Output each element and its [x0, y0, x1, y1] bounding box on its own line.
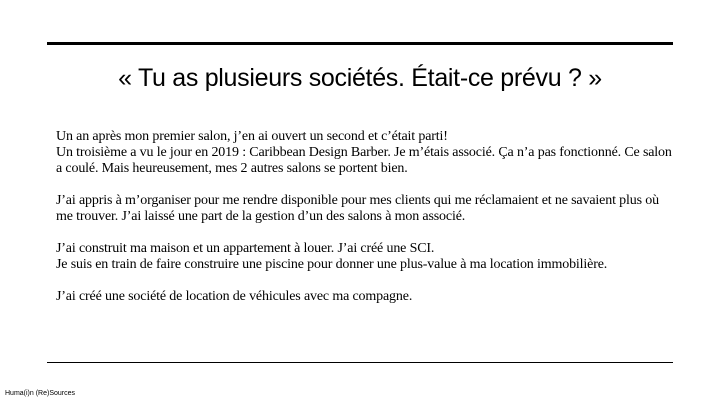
- bottom-divider: [47, 362, 673, 363]
- paragraph-line: J’ai appris à m’organiser pour me rendre disponible pour mes clients qui me réclamaient et ne savaient plus où me trouver. J’ai laissé une part de la gestion d’un des salons à mon associé.: [56, 193, 659, 224]
- paragraph-line: J’ai créé une société de location de véhicules avec ma compagne.: [56, 289, 413, 304]
- paragraph-2: [56, 193, 676, 225]
- slide-title: « Tu as plusieurs sociétés. Était-ce prévu ? »: [118, 64, 602, 92]
- paragraph-line: Un troisième a vu le jour en 2019 : Caribbean Design Barber. Je m’étais associé. Ça n’a pas fonctionné. Ce salon a coulé. Mais heureusement, mes 2 autres salons se portent bien.: [56, 145, 672, 176]
- paragraph-3: [56, 241, 676, 273]
- paragraph-line: J’ai construit ma maison et un appartement à louer. J’ai créé une SCI.: [56, 241, 435, 256]
- top-divider: [47, 42, 673, 45]
- footer-brand: Huma(i)n (Re)Sources: [5, 390, 76, 397]
- paragraph-4: [56, 289, 676, 305]
- slide-body: [56, 129, 676, 321]
- paragraph-line: Je suis en train de faire construire une piscine pour donner une plus-value à ma location immobilière.: [56, 257, 608, 272]
- paragraph-line: Un an après mon premier salon, j’en ai ouvert un second et c’était parti!: [56, 129, 448, 144]
- paragraph-1: [56, 129, 676, 177]
